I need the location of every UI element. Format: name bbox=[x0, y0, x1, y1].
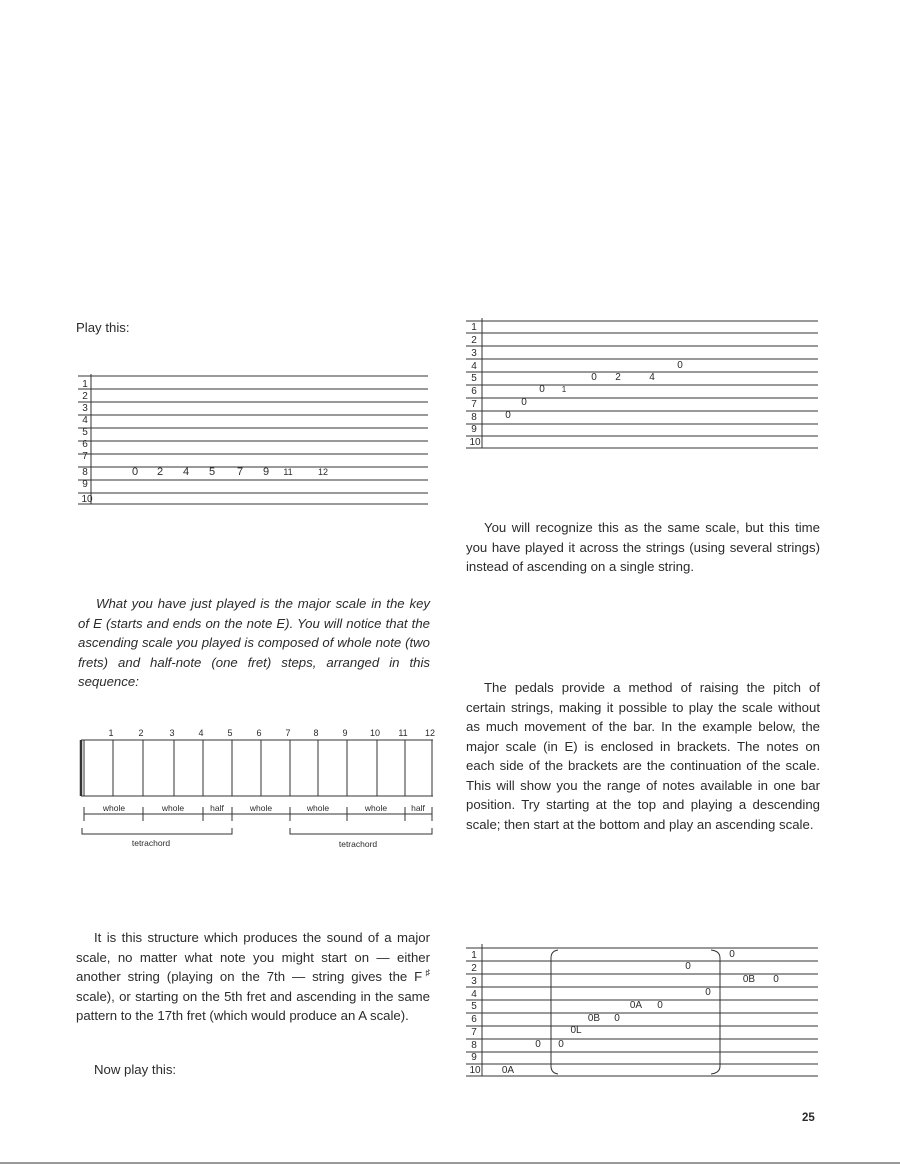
fret-note: 4 bbox=[182, 466, 190, 478]
tab-mark: 0 bbox=[657, 1000, 663, 1011]
string-number: 6 bbox=[471, 1014, 477, 1025]
tab-staff-bracketed-scale bbox=[466, 942, 820, 1080]
tab-mark: 0B bbox=[587, 1013, 601, 1024]
string-number: 9 bbox=[471, 424, 477, 435]
string-number: 4 bbox=[82, 415, 88, 426]
fret-note: 5 bbox=[208, 466, 216, 478]
fret-note: 1 bbox=[561, 385, 567, 394]
string-number: 3 bbox=[82, 403, 88, 414]
step-label: half bbox=[210, 803, 224, 813]
string-number: 8 bbox=[471, 1040, 477, 1051]
fret-note: 4 bbox=[649, 372, 655, 383]
string-number: 3 bbox=[471, 348, 477, 359]
major-scale-paragraph: What you have just played is the major scale in the key of E (starts and ends on the note E). You will notice that the ascending scale you played is composed of whole note (two frets) and half-note (one fret) steps, arranged in this sequence: bbox=[78, 596, 430, 689]
tab-mark: 0 bbox=[614, 1013, 620, 1024]
structure-paragraph bbox=[76, 928, 430, 1026]
tetrachord-label: tetrachord bbox=[338, 839, 378, 849]
tetrachord-bracket bbox=[290, 828, 432, 834]
fret-number: 12 bbox=[424, 728, 436, 738]
fret-note: 2 bbox=[615, 372, 621, 383]
fret-number: 3 bbox=[169, 728, 175, 738]
string-number: 5 bbox=[82, 427, 88, 438]
string-number: 8 bbox=[471, 412, 477, 423]
string-number: 5 bbox=[471, 1001, 477, 1012]
step-label: whole bbox=[102, 803, 126, 813]
string-number: 4 bbox=[471, 989, 477, 1000]
string-number: 1 bbox=[82, 379, 88, 390]
fret-note: 0 bbox=[591, 372, 597, 383]
interval-diagram bbox=[78, 726, 438, 852]
tab-staff-single-string bbox=[78, 370, 430, 508]
string-number: 10 bbox=[469, 437, 481, 448]
string-number: 1 bbox=[471, 950, 477, 961]
string-number: 5 bbox=[471, 373, 477, 384]
tetrachord-bracket bbox=[82, 828, 232, 834]
tab-mark: 0L bbox=[570, 1025, 582, 1036]
string-number: 7 bbox=[82, 451, 88, 462]
string-number: 6 bbox=[471, 386, 477, 397]
fret-number: 8 bbox=[313, 728, 319, 738]
step-label: whole bbox=[364, 803, 388, 813]
fret-note: 0 bbox=[677, 360, 683, 371]
tab-mark: 0 bbox=[705, 987, 711, 998]
fret-note: 0 bbox=[131, 466, 139, 478]
string-number: 2 bbox=[82, 391, 88, 402]
fret-number: 5 bbox=[227, 728, 233, 738]
now-play-this-label: Now play this: bbox=[94, 1062, 177, 1077]
sharp-symbol: ♯ bbox=[422, 967, 430, 978]
tab-mark: 0B bbox=[742, 974, 756, 985]
string-number: 10 bbox=[81, 494, 93, 505]
play-this-label: Play this: bbox=[76, 320, 130, 335]
structure-text-a: It is this structure which produces the sound of a major scale, no matter what note you might start on — either another string (playing on the 7th — string gives the F bbox=[76, 930, 430, 984]
step-label: whole bbox=[249, 803, 273, 813]
fret-number: 7 bbox=[285, 728, 291, 738]
tab-mark: 0 bbox=[773, 974, 779, 985]
string-number: 2 bbox=[471, 335, 477, 346]
fret-note: 7 bbox=[236, 466, 244, 478]
fret-number: 4 bbox=[198, 728, 204, 738]
tab-mark: 0 bbox=[685, 961, 691, 972]
tab-mark: 0 bbox=[558, 1039, 564, 1050]
page-number: 25 bbox=[802, 1112, 815, 1124]
string-number: 9 bbox=[471, 1052, 477, 1063]
structure-text-b: scale), or starting on the 5th fret and ascending in the same pattern to the 17th fret (which would produce an A scale). bbox=[76, 988, 430, 1023]
string-number: 4 bbox=[471, 361, 477, 372]
pedals-paragraph: The pedals provide a method of raising the pitch of certain strings, making it possible to play the scale without as much movement of the bar. In the example below, the major scale (in E) is enclosed in brackets. The notes on each side of the brackets are the continuation of the scale. This will show you the range of notes available in one bar position. Try starting at the top and playing a descending scale; then start at the bottom and play an ascending scale. bbox=[466, 680, 820, 832]
string-number: 6 bbox=[82, 439, 88, 450]
step-label: whole bbox=[306, 803, 330, 813]
fret-note: 0 bbox=[539, 384, 545, 395]
fret-note: 9 bbox=[262, 466, 270, 478]
fret-note: 2 bbox=[156, 466, 164, 478]
string-number: 7 bbox=[471, 1027, 477, 1038]
fret-note: 12 bbox=[317, 467, 329, 477]
string-number: 9 bbox=[82, 479, 88, 490]
string-number: 3 bbox=[471, 976, 477, 987]
step-label: whole bbox=[161, 803, 185, 813]
fret-note: 0 bbox=[521, 397, 527, 408]
string-number: 10 bbox=[469, 1065, 481, 1076]
tab-mark: 0A bbox=[629, 1000, 643, 1011]
scale-bracket-right bbox=[711, 950, 720, 1074]
fret-number: 10 bbox=[369, 728, 381, 738]
step-label: half bbox=[411, 803, 425, 813]
string-number: 1 bbox=[471, 322, 477, 333]
fret-number: 11 bbox=[398, 728, 408, 738]
fret-note: 11 bbox=[283, 467, 293, 477]
tetrachord-label: tetrachord bbox=[131, 838, 171, 848]
recognize-paragraph: You will recognize this as the same scale, but this time you have played it across the strings (using several strings) instead of ascending on a single string. bbox=[466, 520, 820, 574]
tab-staff-across-strings bbox=[466, 316, 820, 454]
fret-number: 6 bbox=[256, 728, 262, 738]
fret-number: 2 bbox=[138, 728, 144, 738]
tab-mark: 0 bbox=[535, 1039, 541, 1050]
scale-bracket-left bbox=[551, 950, 558, 1074]
string-number: 8 bbox=[82, 467, 88, 478]
fret-number: 9 bbox=[342, 728, 348, 738]
fret-note: 0 bbox=[505, 410, 511, 421]
fret-number: 1 bbox=[108, 728, 114, 738]
string-number: 2 bbox=[471, 963, 477, 974]
string-number: 7 bbox=[471, 399, 477, 410]
tab-mark: 0 bbox=[729, 949, 735, 960]
tab-mark: 0A bbox=[501, 1065, 515, 1076]
